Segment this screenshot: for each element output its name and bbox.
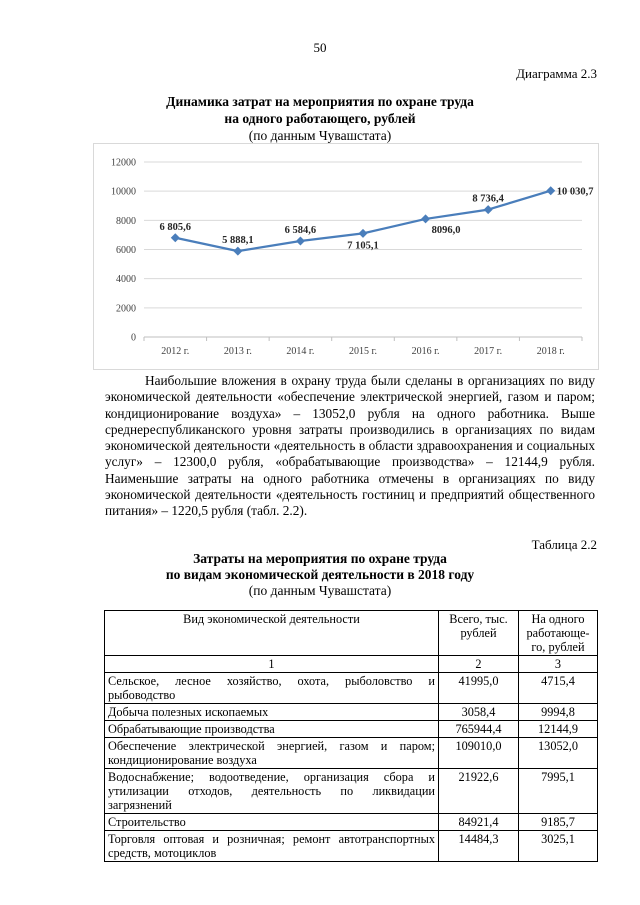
activity-cell: Водоснабжение; водоотведение, организация сбора и утилизации отходов, деятельность по ликвидации загрязнений — [105, 769, 439, 814]
data-point-marker — [359, 229, 368, 238]
index-cell: 2 — [439, 656, 519, 673]
table-row — [105, 814, 598, 831]
activity-cell: Сельское, лесное хозяйство, охота, рыболовство и рыбоводство — [105, 673, 439, 704]
table-row — [105, 673, 598, 704]
x-tick-label: 2016 г. — [411, 346, 440, 357]
table-row — [105, 831, 598, 862]
total-cell: 41995,0 — [439, 673, 519, 704]
activity-cell: Строительство — [105, 814, 439, 831]
chart-heading-line2: на одного работающего, рублей — [224, 111, 416, 126]
per-worker-cell: 3025,1 — [519, 831, 598, 862]
expenses-table — [104, 610, 598, 862]
table-header-row — [105, 611, 598, 656]
per-worker-cell: 9185,7 — [519, 814, 598, 831]
data-point-marker — [546, 186, 555, 195]
total-cell: 765944,4 — [439, 721, 519, 738]
data-label: 5 888,1 — [222, 235, 254, 247]
line-chart — [94, 144, 598, 369]
activity-cell: Торговля оптовая и розничная; ремонт автотранспортных средств, мотоциклов — [105, 831, 439, 862]
data-label: 7 105,1 — [347, 240, 379, 252]
per-worker-cell: 7995,1 — [519, 769, 598, 814]
per-worker-cell: 4715,4 — [519, 673, 598, 704]
activity-cell: Обрабатывающие производства — [105, 721, 439, 738]
table-row — [105, 704, 598, 721]
y-tick-label: 6000 — [116, 245, 136, 256]
header-per-worker: На одного работающе-го, рублей — [519, 611, 598, 656]
data-label: 8096,0 — [431, 224, 461, 236]
table-heading-line1: Затраты на мероприятия по охране труда — [193, 551, 447, 566]
per-worker-cell: 9994,8 — [519, 704, 598, 721]
data-point-marker — [171, 233, 180, 242]
activity-cell: Обеспечение электрической энергией, газом и паром; кондиционирование воздуха — [105, 738, 439, 769]
data-point-marker — [233, 247, 242, 256]
y-tick-label: 0 — [131, 332, 136, 344]
data-label: 6 584,6 — [284, 224, 317, 236]
table-label: Таблица 2.2 — [531, 537, 597, 552]
data-point-marker — [484, 205, 493, 214]
body-paragraph: Наибольшие вложения в охрану труда были сделаны в организациях по виду экономической деятельности «обеспечение электрической энергией, газом и паром; кондиционирование воздуха» – 13052,0 рубля на одного работника. Выше среднереспубликанского уровня затраты производились в организациях по видам экономической деятельности «деятельность в области здравоохранения и социальных услуг» – 12300,0 рубля, «обрабатывающие производства» – 12144,9 рубля. Наименьшие затраты на одного работника отмечены в организациях по виду экономической деятельности «деятельность гостиниц и предприятий общественного питания» – 1220,5 рубля (табл. 2.2). — [105, 373, 595, 519]
chart-heading-line1: Динамика затрат на мероприятия по охране труда — [166, 94, 474, 109]
x-tick-label: 2012 г. — [161, 346, 190, 357]
table-row — [105, 738, 598, 769]
table-heading — [0, 551, 640, 599]
y-tick-label: 2000 — [116, 303, 136, 315]
total-cell: 109010,0 — [439, 738, 519, 769]
data-point-marker — [421, 214, 430, 223]
total-cell: 21922,6 — [439, 769, 519, 814]
per-worker-cell: 13052,0 — [519, 738, 598, 769]
data-point-marker — [296, 236, 305, 245]
total-cell: 84921,4 — [439, 814, 519, 831]
x-tick-label: 2017 г. — [474, 346, 503, 357]
header-activity: Вид экономической деятельности — [105, 611, 439, 656]
index-cell: 1 — [105, 656, 439, 673]
index-cell: 3 — [519, 656, 598, 673]
total-cell: 3058,4 — [439, 704, 519, 721]
y-tick-label: 12000 — [111, 157, 136, 169]
data-label: 8 736,4 — [472, 193, 504, 205]
header-total: Всего, тыс. рублей — [439, 611, 519, 656]
activity-cell: Добыча полезных ископаемых — [105, 704, 439, 721]
chart-heading-source: (по данным Чувашстата) — [248, 128, 392, 143]
total-cell: 14484,3 — [439, 831, 519, 862]
y-tick-label: 8000 — [116, 215, 136, 227]
x-tick-label: 2018 г. — [536, 346, 565, 357]
chart-frame — [93, 143, 599, 370]
x-tick-label: 2015 г. — [349, 346, 377, 357]
data-label: 6 805,6 — [159, 221, 192, 233]
x-tick-label: 2014 г. — [286, 346, 315, 357]
per-worker-cell: 12144,9 — [519, 721, 598, 738]
y-tick-label: 4000 — [116, 274, 136, 286]
diagram-label: Диаграмма 2.3 — [516, 66, 597, 81]
table-heading-line2: по видам экономической деятельности в 2018 году — [165, 567, 475, 582]
y-tick-label: 10000 — [111, 186, 136, 198]
table-index-row — [105, 656, 598, 673]
table-heading-source: (по данным Чувашстата) — [248, 583, 392, 598]
table-row — [105, 769, 598, 814]
data-label: 10 030,7 — [556, 186, 594, 198]
x-tick-label: 2013 г. — [223, 346, 252, 357]
page-number: 50 — [313, 40, 327, 55]
chart-heading — [0, 93, 640, 144]
table-row — [105, 721, 598, 738]
